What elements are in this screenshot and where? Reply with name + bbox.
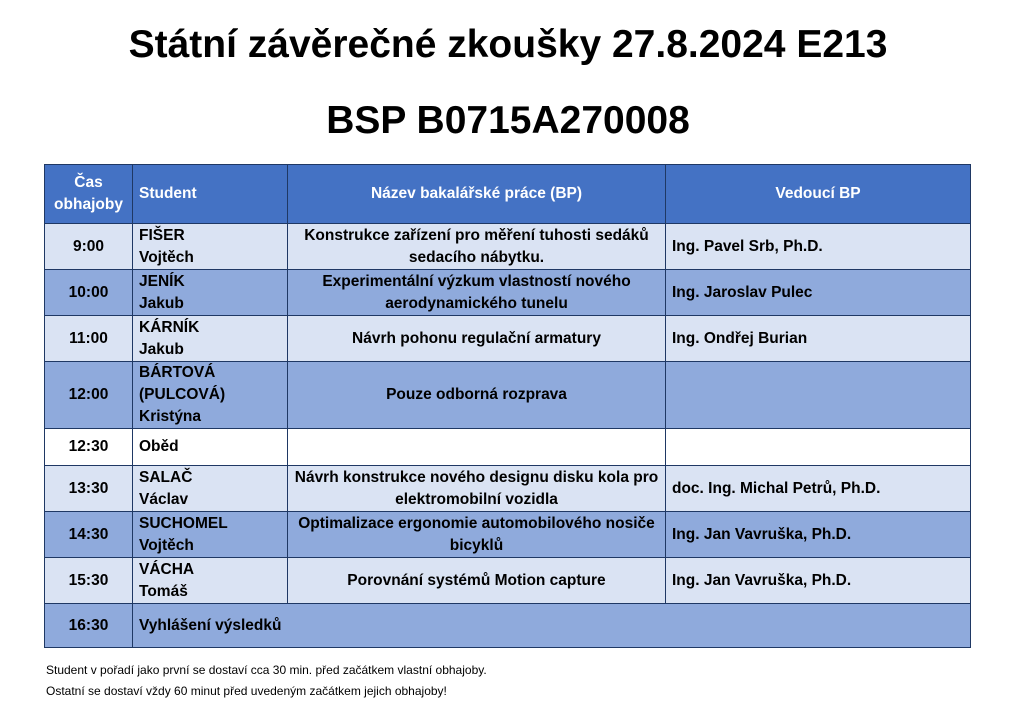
row-student (133, 224, 288, 270)
row-thesis: Návrh konstrukce nového designu disku kola pro elektromobilní vozidla (288, 466, 666, 512)
table-row (45, 558, 971, 604)
row-time: 9:00 (45, 224, 133, 270)
student-surname: KÁRNÍK (139, 318, 200, 336)
row-time: 12:30 (45, 429, 133, 466)
row-time: 15:30 (45, 558, 133, 604)
row-student: Oběd (133, 429, 288, 466)
page-subtitle: BSP B0715A270008 (326, 99, 690, 142)
student-firstname: Tomáš (139, 582, 188, 600)
page-title: Státní závěrečné zkoušky 27.8.2024 E213 (128, 23, 888, 66)
row-supervisor (666, 362, 971, 429)
row-thesis: Porovnání systémů Motion capture (288, 558, 666, 604)
row-time: 10:00 (45, 270, 133, 316)
student-firstname: Jakub (139, 294, 184, 312)
student-firstname: Kristýna (139, 408, 202, 425)
student-firstname: Vojtěch (139, 536, 194, 554)
footnotes (46, 660, 487, 702)
table-row (45, 270, 971, 316)
row-supervisor: Ing. Jan Vavruška, Ph.D. (666, 558, 971, 604)
row-supervisor: Ing. Ondřej Burian (666, 316, 971, 362)
table-row (45, 466, 971, 512)
row-announcement: Vyhlášení výsledků (133, 604, 971, 648)
row-time: 11:00 (45, 316, 133, 362)
table-row (45, 316, 971, 362)
row-supervisor: Ing. Pavel Srb, Ph.D. (666, 224, 971, 270)
schedule-table (44, 164, 971, 648)
student-surname: SUCHOMEL (139, 514, 228, 532)
row-student (133, 270, 288, 316)
header-time: Čas obhajoby (45, 165, 133, 224)
row-student (133, 558, 288, 604)
row-student (133, 316, 288, 362)
student-firstname: Vojtěch (139, 248, 194, 266)
student-surname: BÁRTOVÁ (139, 364, 216, 381)
row-thesis: Optimalizace ergonomie automobilového nosiče bicyklů (288, 512, 666, 558)
student-firstname: Václav (139, 490, 189, 508)
header-supervisor: Vedoucí BP (666, 165, 971, 224)
student-firstname: Jakub (139, 340, 184, 358)
row-student (133, 512, 288, 558)
header-thesis: Název bakalářské práce (BP) (288, 165, 666, 224)
row-time: 16:30 (45, 604, 133, 648)
student-surname: VÁCHA (139, 560, 195, 578)
table-row (45, 429, 971, 466)
student-surname: SALAČ (139, 468, 193, 486)
row-time: 14:30 (45, 512, 133, 558)
row-time: 13:30 (45, 466, 133, 512)
student-surname: FIŠER (139, 226, 185, 244)
footnote-first-student: Student v pořadí jako první se dostaví cca 30 min. před začátkem vlastní obhajoby. (46, 663, 487, 677)
row-thesis: Návrh pohonu regulační armatury (288, 316, 666, 362)
row-student (133, 362, 288, 429)
row-supervisor: Ing. Jaroslav Pulec (666, 270, 971, 316)
header-student: Student (133, 165, 288, 224)
student-maiden-name: (PULCOVÁ) (139, 386, 226, 403)
student-surname: JENÍK (139, 272, 185, 290)
table-row (45, 512, 971, 558)
row-thesis: Pouze odborná rozprava (288, 362, 666, 429)
table-header-row (45, 165, 971, 224)
row-supervisor: doc. Ing. Michal Petrů, Ph.D. (666, 466, 971, 512)
row-thesis: Konstrukce zařízení pro měření tuhosti sedáků sedacího nábytku. (288, 224, 666, 270)
row-student (133, 466, 288, 512)
table-row (45, 362, 971, 429)
table-row (45, 604, 971, 648)
table-row (45, 224, 971, 270)
row-supervisor (666, 429, 971, 466)
row-thesis (288, 429, 666, 466)
row-time: 12:00 (45, 362, 133, 429)
footnote-other-students: Ostatní se dostaví vždy 60 minut před uvedeným začátkem jejich obhajoby! (46, 684, 447, 698)
row-thesis: Experimentální výzkum vlastností nového aerodynamického tunelu (288, 270, 666, 316)
row-supervisor: Ing. Jan Vavruška, Ph.D. (666, 512, 971, 558)
